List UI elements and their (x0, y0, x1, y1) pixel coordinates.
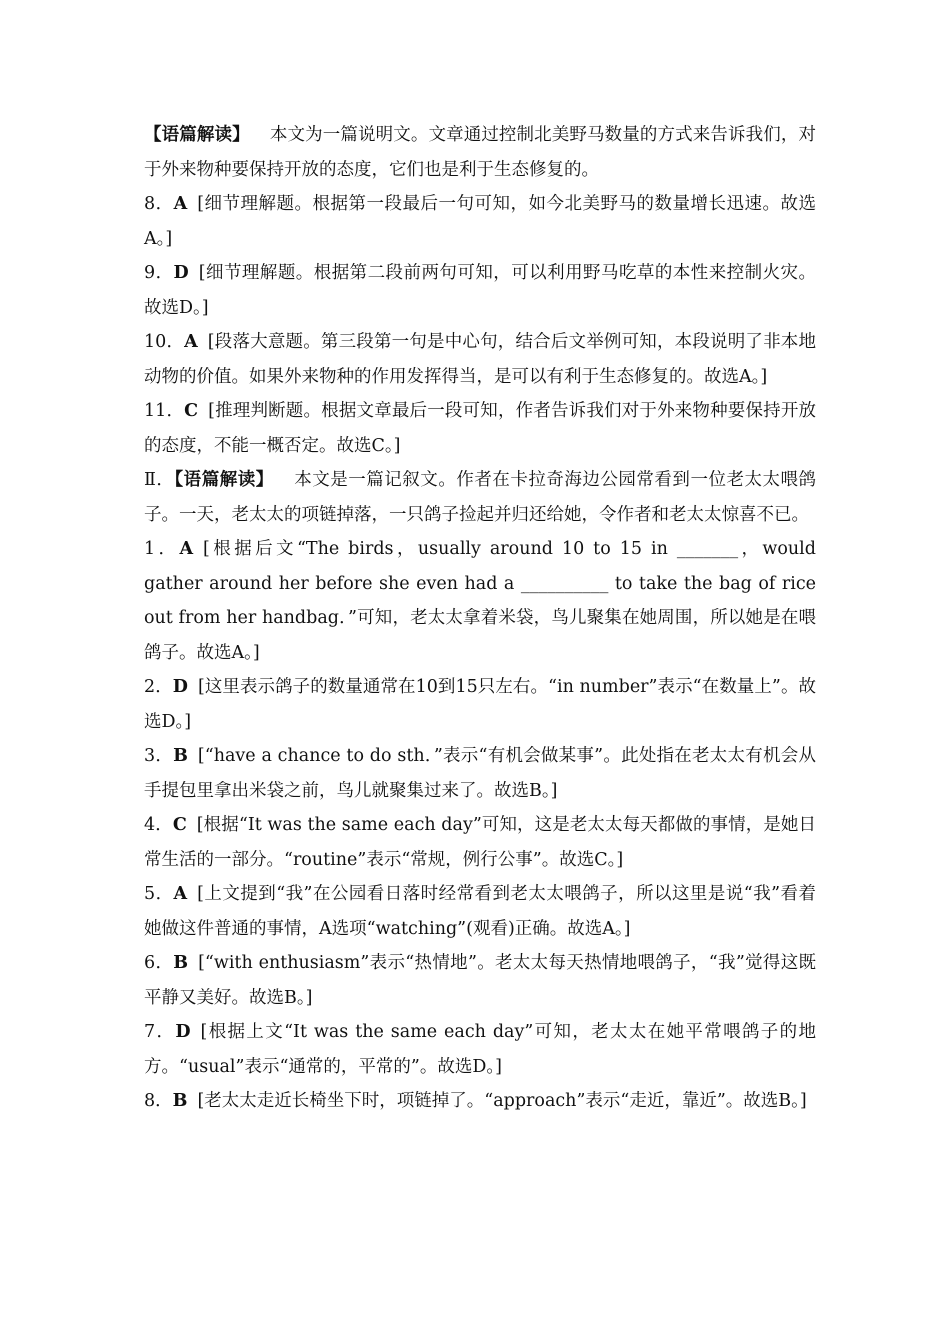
item-number: 10． (144, 332, 185, 352)
section1-heading: 【语篇解读】 (144, 125, 250, 145)
item-number: 9． (144, 263, 174, 283)
item-answer: D (172, 677, 188, 697)
section1-item (144, 187, 816, 256)
item-explanation: [根据“It was the same each day”可知，这是老太太每天都做的事情，是她日常生活的一部分。“routine”表示“常规，例行公事”。故选C。] (144, 815, 817, 870)
section2-item (144, 532, 816, 670)
item-explanation: [推理判断题。根据文章最后一段可知，作者告诉我们对于外来物种要保持开放的态度，不能一概否定。故选C。] (144, 401, 816, 456)
section1-item (144, 394, 816, 463)
section2-roman-numeral: Ⅱ． (144, 470, 175, 490)
section1-intro (144, 118, 816, 187)
item-explanation: [细节理解题。根据第一段最后一句可知，如今北美野马的数量增长迅速。故选A。] (144, 194, 816, 249)
section2-item (144, 739, 816, 808)
item-answer: C (184, 401, 199, 421)
item-answer: B (172, 1091, 188, 1111)
item-number: 8． (144, 194, 174, 214)
section2-item (144, 877, 816, 946)
item-answer: D (175, 1022, 191, 1042)
item-answer: D (173, 263, 189, 283)
item-explanation: [“with enthusiasm”表示“热情地”。老太太每天热情地喂鸽子，“我”觉得这既平静又美好。故选B。] (144, 953, 817, 1008)
item-number: 7． (144, 1022, 176, 1042)
item-answer: A (173, 884, 188, 904)
item-explanation: [上文提到“我”在公园看日落时经常看到老太太喂鸽子，所以这里是说“我”看着她做这件普通的事情，A选项“watching”(观看)正确。故选A。] (144, 884, 816, 939)
item-number: 3． (144, 746, 174, 766)
section2-item (144, 1084, 816, 1119)
section2-intro-text: 本文是一篇记叙文。作者在卡拉奇海边公园常看到一位老太太喂鸽子。一天，老太太的项链掉落，一只鸽子捡起并归还给她，令作者和老太太惊喜不已。 (144, 470, 817, 525)
item-answer: B (173, 953, 189, 973)
section1-item (144, 256, 816, 325)
item-number: 2． (144, 677, 173, 697)
item-explanation: [“have a chance to do sth．”表示“有机会做某事”。此处指在老太太有机会从手提包里拿出米袋之前，鸟儿就聚集过来了。故选B。] (144, 746, 816, 801)
item-number: 8． (144, 1091, 173, 1111)
section2-item (144, 1015, 816, 1084)
section2-intro (144, 463, 816, 532)
item-number: 1． (144, 539, 180, 559)
item-explanation: [根据后文“The birds，usually around 10 to 15 in _______，would gather around her before she even had a __________ to take the bag of rice out from her handbag．”可知，老太太拿着米袋，鸟儿聚集在她周围，所以她是在喂鸽子。故选A。] (144, 539, 816, 663)
item-number: 5． (144, 884, 174, 904)
answer-key-page (144, 118, 816, 1119)
section2-item (144, 670, 816, 739)
item-answer: B (173, 746, 188, 766)
section2-item (144, 946, 816, 1015)
section1-item (144, 325, 816, 394)
item-explanation: [老太太走近长椅坐下时，项链掉了。“approach”表示“走近，靠近”。故选B。] (197, 1091, 807, 1111)
item-explanation: [根据上文“It was the same each day”可知，老太太在她平常喂鸽子的地方。“usual”表示“通常的，平常的”。故选D。] (144, 1022, 817, 1077)
item-answer: C (172, 815, 187, 835)
item-explanation: [细节理解题。根据第二段前两句可知，可以利用野马吃草的本性来控制火灾。故选D。] (144, 263, 816, 318)
section1-intro-text: 本文为一篇说明文。文章通过控制北美野马数量的方式来告诉我们，对于外来物种要保持开放的态度，它们也是利于生态修复的。 (144, 125, 817, 180)
item-number: 11． (144, 401, 185, 421)
item-explanation: [段落大意题。第三段第一句是中心句，结合后文举例可知，本段说明了非本地动物的价值。如果外来物种的作用发挥得当，是可以有利于生态修复的。故选A。] (144, 332, 816, 387)
item-number: 6． (144, 953, 174, 973)
item-answer: A (173, 194, 188, 214)
item-answer: A (184, 332, 198, 352)
item-answer: A (179, 539, 194, 559)
section2-item (144, 808, 816, 877)
item-explanation: [这里表示鸽子的数量通常在10到15只左右。“in number”表示“在数量上”。故选D。] (144, 677, 816, 732)
section2-heading: 【语篇解读】 (174, 470, 274, 490)
item-number: 4． (144, 815, 173, 835)
